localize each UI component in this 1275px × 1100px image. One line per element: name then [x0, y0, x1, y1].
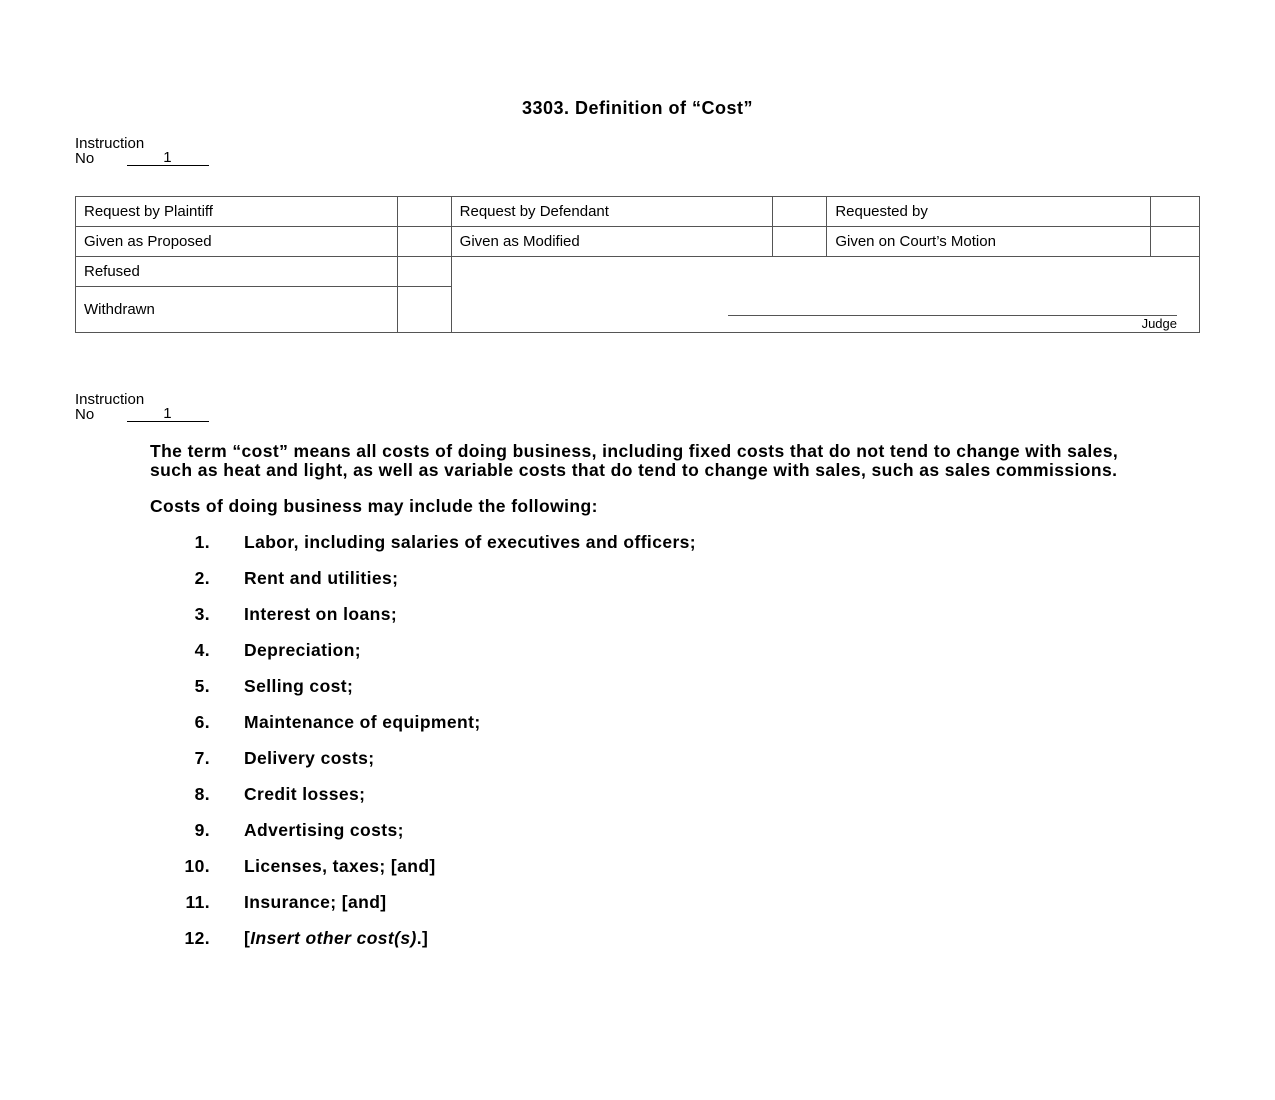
instruction-no-label: No — [75, 406, 95, 423]
instruction-number-field[interactable]: 1 — [127, 407, 209, 422]
instruction-number-field[interactable]: 1 — [127, 151, 209, 166]
list-item — [150, 821, 1120, 857]
list-item-text: Depreciation; — [244, 640, 362, 660]
list-item-text: Licenses, taxes; [and] — [244, 856, 436, 876]
list-item-number: 3. — [194, 604, 210, 624]
list-item-text: Interest on loans; — [244, 604, 398, 624]
list-item-number: 8. — [194, 784, 210, 804]
list-item — [150, 605, 1120, 641]
request-by-plaintiff-label: Request by Plaintiff — [76, 197, 398, 227]
withdrawn-checkbox[interactable] — [397, 287, 451, 333]
list-item — [150, 785, 1120, 821]
list-item — [150, 929, 1120, 965]
cost-list — [150, 533, 1120, 965]
list-item-text: Selling cost; — [244, 676, 354, 696]
list-item-number: 6. — [194, 712, 210, 732]
definition-paragraph: The term “cost” means all costs of doing business, including fixed costs that do not tend to change with sales, such as heat and light, as well as variable costs that do tend to change with sales, such as sales commissions. — [150, 441, 1119, 480]
list-item — [150, 569, 1120, 605]
given-on-courts-motion-label: Given on Court’s Motion — [827, 227, 1151, 257]
given-on-courts-motion-checkbox[interactable] — [1151, 227, 1200, 257]
list-item-text: Labor, including salaries of executives and officers; — [244, 532, 697, 552]
list-item-number: 1. — [194, 532, 210, 552]
list-item-number: 9. — [194, 820, 210, 840]
intro-paragraph: Costs of doing business may include the following: — [150, 496, 598, 516]
instruction-label: Instruction — [75, 135, 145, 152]
request-by-plaintiff-checkbox[interactable] — [397, 197, 451, 227]
given-as-modified-checkbox[interactable] — [773, 227, 827, 257]
list-item-text: Credit losses; — [244, 784, 366, 804]
instruction-number-bottom — [75, 392, 209, 422]
list-item-number: 10. — [184, 856, 210, 876]
list-item-number: 12. — [184, 928, 210, 948]
instruction-label: Instruction — [75, 391, 145, 408]
refused-label: Refused — [76, 257, 398, 287]
refused-checkbox[interactable] — [397, 257, 451, 287]
list-item-text — [244, 929, 428, 965]
list-item — [150, 713, 1120, 749]
list-item-text: Advertising costs; — [244, 820, 404, 840]
judge-label: Judge — [1141, 316, 1177, 331]
requested-by-label: Requested by — [827, 197, 1151, 227]
instruction-body — [150, 442, 1120, 965]
request-by-defendant-checkbox[interactable] — [773, 197, 827, 227]
instruction-disposition-table — [75, 196, 1200, 333]
instruction-no-label: No — [75, 150, 95, 167]
list-item-text: Insurance; [and] — [244, 892, 387, 912]
bracket-open: [ — [244, 928, 251, 948]
list-item-number: 2. — [194, 568, 210, 588]
instruction-number-top — [75, 136, 209, 166]
list-item — [150, 641, 1120, 677]
bracket-close: .] — [416, 928, 429, 948]
list-item — [150, 749, 1120, 785]
list-item — [150, 893, 1120, 929]
list-item — [150, 857, 1120, 893]
given-as-proposed-label: Given as Proposed — [76, 227, 398, 257]
list-item — [150, 533, 1120, 569]
placeholder-text: Insert other cost(s) — [250, 928, 417, 948]
judge-signature-area — [451, 257, 1199, 333]
given-as-modified-label: Given as Modified — [451, 227, 773, 257]
judge-signature-line[interactable] — [728, 315, 1177, 316]
list-item-text: Delivery costs; — [244, 748, 375, 768]
requested-by-checkbox[interactable] — [1151, 197, 1200, 227]
list-item-number: 11. — [185, 892, 210, 912]
given-as-proposed-checkbox[interactable] — [397, 227, 451, 257]
withdrawn-label: Withdrawn — [76, 287, 398, 333]
list-item-text: Maintenance of equipment; — [244, 712, 481, 732]
list-item-number: 7. — [194, 748, 210, 768]
request-by-defendant-label: Request by Defendant — [451, 197, 773, 227]
list-item — [150, 677, 1120, 713]
list-item-text: Rent and utilities; — [244, 568, 399, 588]
list-item-number: 5. — [194, 676, 210, 696]
page-title: 3303. Definition of “Cost” — [521, 98, 754, 118]
list-item-number: 4. — [194, 640, 210, 660]
